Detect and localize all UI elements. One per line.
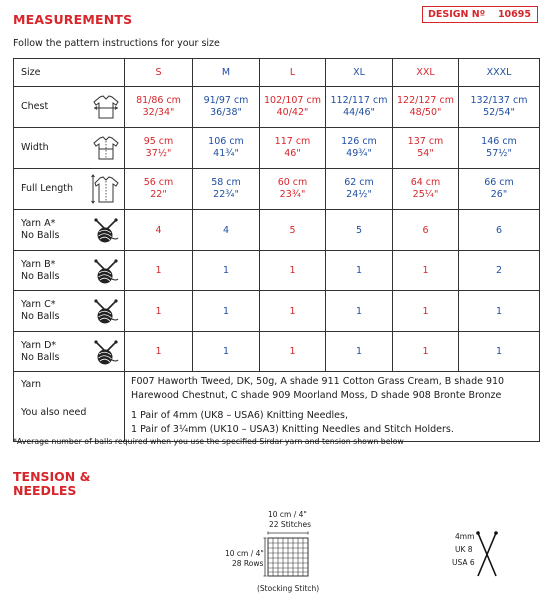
measure-in: 48/50" xyxy=(409,107,442,118)
measure-in: 46" xyxy=(284,148,301,159)
balls-value: 1 xyxy=(326,332,393,372)
measure-in: 52/54" xyxy=(483,107,515,118)
also-need-label: You also need xyxy=(21,407,87,418)
chest-label: Chest xyxy=(21,101,49,112)
also-need-line: 1 Pair of 4mm (UK8 – USA6) Knitting Needles, xyxy=(131,410,348,421)
balls-value: 6 xyxy=(459,210,540,251)
measure-cm: 60 cm xyxy=(277,177,308,188)
yarn-label: Yarn C* xyxy=(21,299,56,310)
measure-in: 37½" xyxy=(145,148,172,159)
width-label: Width xyxy=(21,142,49,153)
size-header: XXXL xyxy=(459,59,540,87)
balls-value: 1 xyxy=(459,332,540,372)
measure-cm: 106 cm xyxy=(208,136,244,147)
yarn-ball-icon xyxy=(92,297,120,325)
design-number-box xyxy=(422,6,538,23)
balls-value: 1 xyxy=(326,291,393,332)
yarn-label: Yarn B* xyxy=(21,258,56,270)
tension-height-label: 10 cm / 4" xyxy=(225,549,264,558)
width-row xyxy=(14,128,540,169)
measure-in: 57½" xyxy=(486,148,512,159)
measure-in: 22" xyxy=(150,189,167,200)
measure-cm: 64 cm xyxy=(410,177,441,188)
sweater-width-icon xyxy=(92,134,120,162)
measure-cm: 81/86 cm xyxy=(136,95,181,106)
measure-cm: 132/137 cm xyxy=(470,95,528,106)
tension-width-label: 10 cm / 4" xyxy=(268,510,307,519)
measure-cm: 95 cm xyxy=(143,136,174,147)
needle-uk-label: UK 8 xyxy=(455,545,473,554)
yarn-d-row xyxy=(14,332,540,372)
tension-title-line: TENSION & xyxy=(13,469,91,484)
balls-value: 1 xyxy=(393,251,459,291)
yarn-label: Yarn D* xyxy=(21,339,57,351)
measure-in: 44/46" xyxy=(343,107,375,118)
size-header: S xyxy=(125,59,193,87)
tension-title xyxy=(13,470,91,498)
yarn-details-row xyxy=(14,372,540,442)
measure-in: 40/42" xyxy=(276,107,309,118)
needle-mm-label: 4mm xyxy=(455,532,475,541)
measure-in: 22¾" xyxy=(213,189,239,200)
measure-cm: 122/127 cm xyxy=(397,95,454,106)
design-label: DESIGN Nº xyxy=(428,9,486,20)
measure-in: 23¾" xyxy=(279,189,306,200)
knitting-needles-icon xyxy=(474,530,502,580)
balls-value: 4 xyxy=(193,210,260,251)
measure-cm: 112/117 cm xyxy=(330,95,388,106)
measure-cm: 126 cm xyxy=(341,136,377,147)
measure-in: 49¾" xyxy=(346,148,372,159)
measure-cm: 137 cm xyxy=(407,136,444,147)
tension-grid-diagram xyxy=(262,530,312,580)
balls-value: 1 xyxy=(125,251,193,291)
size-label: Size xyxy=(14,59,125,87)
needle-usa-label: USA 6 xyxy=(452,558,475,567)
yarn-a-row xyxy=(14,210,540,251)
measure-in: 26" xyxy=(490,189,508,200)
also-need-line: 1 Pair of 3¼mm (UK10 – USA3) Knitting Needles and Stitch Holders. xyxy=(131,424,454,435)
yarn-ball-icon xyxy=(92,257,120,285)
balls-value: 1 xyxy=(393,332,459,372)
design-number: 10695 xyxy=(497,9,531,20)
balls-value: 6 xyxy=(393,210,459,251)
yarn-ball-icon xyxy=(92,338,120,366)
size-header: XL xyxy=(326,59,393,87)
measure-cm: 66 cm xyxy=(484,177,514,188)
balls-value: 1 xyxy=(193,291,260,332)
size-header: XXL xyxy=(393,59,459,87)
full-length-label: Full Length xyxy=(21,183,74,194)
tension-title-line: NEEDLES xyxy=(13,483,77,498)
tension-stitch-label: (Stocking Stitch) xyxy=(257,584,320,593)
size-header: L xyxy=(260,59,326,87)
balls-value: 2 xyxy=(459,251,540,291)
measure-cm: 62 cm xyxy=(344,177,374,188)
sweater-chest-icon xyxy=(92,93,120,121)
tension-stitches-label: 22 Stitches xyxy=(269,520,312,529)
size-row xyxy=(14,59,540,87)
yarn-label: Yarn A* xyxy=(21,218,56,229)
balls-label: No Balls xyxy=(21,270,60,282)
balls-value: 5 xyxy=(260,210,326,251)
balls-value: 1 xyxy=(459,291,540,332)
balls-value: 1 xyxy=(393,291,459,332)
balls-value: 1 xyxy=(125,332,193,372)
yarn-details-line: F007 Haworth Tweed, DK, 50g, A shade 911 Cotton Grass Cream, B shade 910 xyxy=(131,376,505,387)
measure-cm: 102/107 cm xyxy=(264,95,321,106)
subtitle: Follow the pattern instructions for your size xyxy=(13,38,220,49)
balls-value: 1 xyxy=(125,291,193,332)
balls-label: No Balls xyxy=(21,230,60,241)
measure-in: 25¼" xyxy=(412,189,439,200)
yarn-details-line: Harewood Chestnut, C shade 909 Moorland Moss, D shade 908 Bronte Bronze xyxy=(131,390,502,401)
yarn-details-label: Yarn xyxy=(21,379,42,390)
measure-cm: 56 cm xyxy=(143,177,174,188)
measure-cm: 117 cm xyxy=(274,136,311,147)
balls-value: 1 xyxy=(193,332,260,372)
sweater-length-icon xyxy=(90,173,120,205)
yarn-ball-icon xyxy=(92,216,120,244)
tension-rows-label: 28 Rows xyxy=(232,559,264,568)
measure-in: 32/34" xyxy=(142,107,175,118)
balls-value: 1 xyxy=(326,251,393,291)
balls-value: 4 xyxy=(125,210,193,251)
measure-cm: 91/97 cm xyxy=(203,95,249,106)
footnote: *Average number of balls required when you use the specified Sirdar yarn and tension shown below xyxy=(13,437,404,446)
size-header: M xyxy=(193,59,260,87)
balls-label: No Balls xyxy=(21,311,60,322)
balls-value: 5 xyxy=(326,210,393,251)
measure-in: 41¾" xyxy=(213,148,239,159)
full-length-row xyxy=(14,169,540,210)
balls-label: No Balls xyxy=(21,351,60,363)
measure-in: 36/38" xyxy=(210,107,242,118)
page-title: MEASUREMENTS xyxy=(13,12,133,27)
measure-cm: 58 cm xyxy=(211,177,241,188)
yarn-b-row xyxy=(14,251,540,291)
yarn-c-row xyxy=(14,291,540,332)
balls-value: 1 xyxy=(260,291,326,332)
balls-value: 1 xyxy=(260,251,326,291)
measure-in: 54" xyxy=(417,148,434,159)
measurements-table xyxy=(13,58,540,442)
chest-row xyxy=(14,87,540,128)
measure-cm: 146 cm xyxy=(481,136,517,147)
balls-value: 1 xyxy=(193,251,260,291)
balls-value: 1 xyxy=(260,332,326,372)
measure-in: 24½" xyxy=(346,189,372,200)
